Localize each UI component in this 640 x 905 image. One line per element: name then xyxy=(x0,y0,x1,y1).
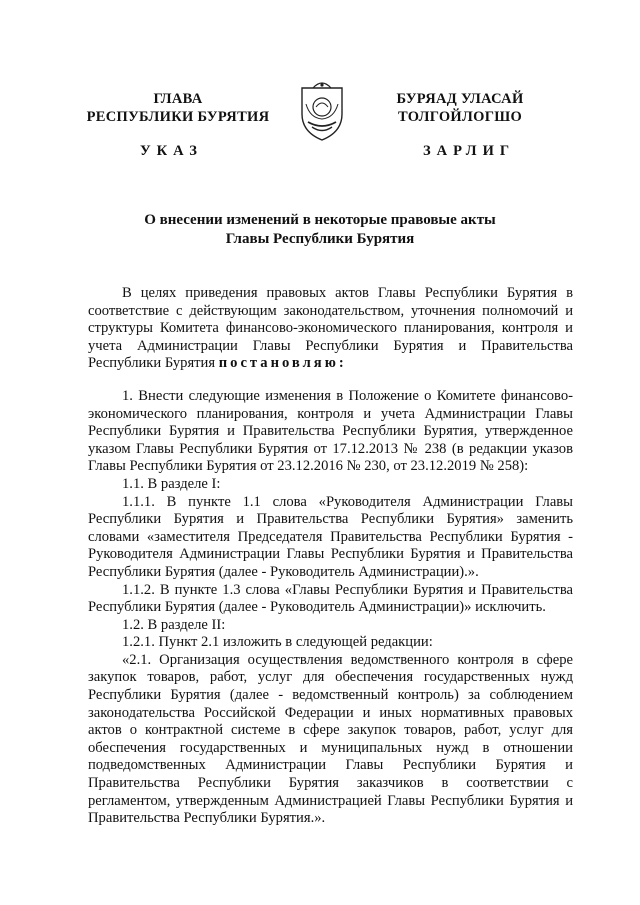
title-line2: Главы Республики Бурятия xyxy=(225,230,415,247)
paragraph-1-1-1: 1.1.1. В пункте 1.1 слова «Руководителя Администрации Главы Республики Бурятия и Правительства Республики Бурятия» заменить словами «заместителя Председателя Правительства Республики Бурятия - Руководителя Администрации Главы Республики Бурятия и Правительства Республики Бурятия (далее - Руководитель Администрации).». xyxy=(88,493,573,580)
paragraph-1: 1. Внести следующие изменения в Положение о Комитете финансово-экономического планирования, контроля и учета Администрации Главы Республики Бурятия и Правительства Республики Бурятия, утвержденное указом Главы Республики Бурятия от 17.12.2013 № 238 (в редакции указов Главы Республики Бурятия от 23.12.2016 № 230, от 23.12.2019 № 258): xyxy=(88,387,573,475)
document-title xyxy=(100,211,540,248)
header-left xyxy=(78,90,278,126)
header-right-line1: БУРЯАД УЛАСАЙ xyxy=(396,91,524,107)
paragraph-2-1-quote: «2.1. Организация осуществления ведомственного контроля в сфере закупок товаров, работ, услуг для обеспечения государственных нужд Республики Бурятия (далее - ведомственный контроль) за соблюдением законодательства Российской Федерации и иных нормативных правовых актов о контрактной системе в сфере закупок товаров, работ, услуг для обеспечения государственных и муниципальных нужд в отношении подведомственных Администрации Главы Республики Бурятия и Правительства Республики Бурятия заказчиков в соответствии с регламентом, утвержденным Администрацией Главы Республики Бурятия и Правительства Республики Бурятия.». xyxy=(88,651,573,827)
preamble-text: В целях приведения правовых актов Главы Республики Бурятия в соответствие с действующим законодательством, уточнения полномочий и структуры Комитета финансово-экономического планирования, контроля и учета Администрации Главы Республики Бурятия и Правительства Республики Бурятия xyxy=(88,285,573,372)
paragraph-1-2: 1.2. В разделе II: xyxy=(122,616,226,633)
header-left-line1: ГЛАВА xyxy=(153,91,203,107)
title-line1: О внесении изменений в некоторые правовые акты xyxy=(144,212,496,228)
resolve-word: постановляю: xyxy=(218,355,347,372)
document-body xyxy=(88,285,573,828)
coat-of-arms-icon xyxy=(296,80,348,142)
header-right xyxy=(365,90,555,126)
decree-label-bur: ЗАРЛИГ xyxy=(423,143,516,159)
paragraph-1-2-1: 1.2.1. Пункт 2.1 изложить в следующей редакции: xyxy=(122,634,433,651)
paragraph-1-1: 1.1. В разделе I: xyxy=(122,475,221,492)
preamble-paragraph xyxy=(88,285,573,373)
decree-label-ru: УКАЗ xyxy=(140,143,203,159)
header-right-line2: ТОЛГОЙЛОГШО xyxy=(397,109,523,125)
paragraph-1-1-2: 1.1.2. В пункте 1.3 слова «Главы Республики Бурятия и Правительства Республики Бурятия (далее - Руководитель Администрации)» исключить. xyxy=(88,581,573,616)
header-left-line2: РЕСПУБЛИКИ БУРЯТИЯ xyxy=(86,109,270,125)
